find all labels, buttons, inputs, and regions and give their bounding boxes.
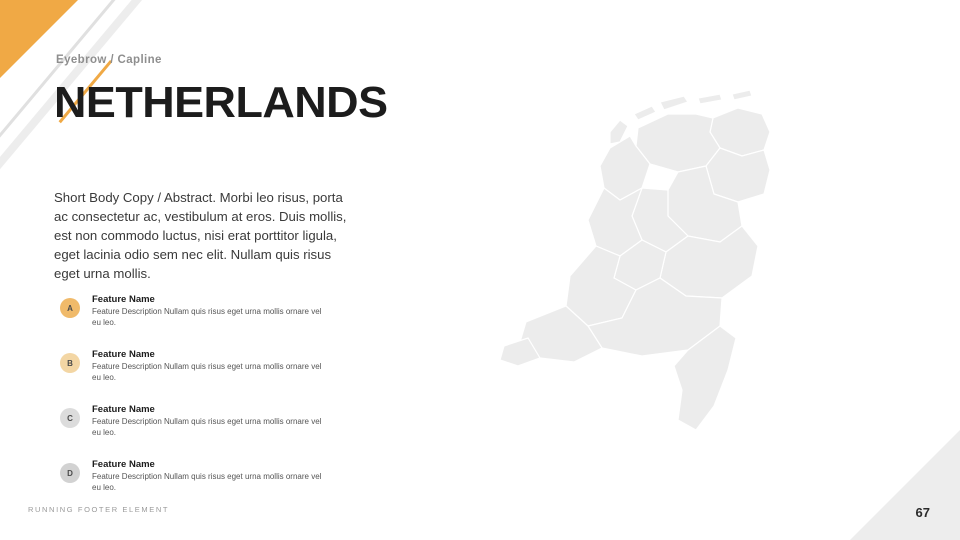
feature-badge-a: A: [60, 298, 80, 318]
map-region-wadden-terschelling: [660, 96, 688, 110]
map-region-drenthe: [706, 148, 770, 202]
list-item: [60, 294, 350, 328]
feature-name: Feature Name: [92, 294, 155, 305]
orange-corner-triangle: [0, 0, 78, 78]
feature-name: Feature Name: [92, 459, 155, 470]
body-copy: Short Body Copy / Abstract. Morbi leo risus, porta ac consectetur ac, vestibulum at eros. Duis mollis, est non commodo luctus, nisi erat porttitor ligula, eget lacinia odio sem nec elit. Nullam quis risus eget urna mollis.: [54, 190, 347, 281]
feature-text-block: [92, 404, 322, 438]
feature-text-block: [92, 459, 322, 493]
list-item: [60, 349, 350, 383]
list-item: [60, 404, 350, 438]
feature-description: Feature Description Nullam quis risus eget urna mollis ornare vel eu leo.: [92, 472, 322, 492]
netherlands-map-svg: [470, 70, 900, 490]
feature-description: Feature Description Nullam quis risus eget urna mollis ornare vel eu leo.: [92, 417, 322, 437]
feature-description: Feature Description Nullam quis risus eget urna mollis ornare vel eu leo.: [92, 307, 322, 327]
map-region-wadden-ameland: [698, 94, 722, 104]
list-item: [60, 459, 350, 493]
map-region-wadden-vlieland: [634, 106, 656, 120]
page-title: NETHERLANDS: [54, 78, 388, 127]
netherlands-map: [470, 70, 900, 490]
feature-badge-b: B: [60, 353, 80, 373]
feature-badge-d: D: [60, 463, 80, 483]
feature-name: Feature Name: [92, 349, 155, 360]
feature-text-block: [92, 349, 322, 383]
page-number: 67: [915, 505, 930, 520]
map-region-wadden-schiermonnikoog: [732, 90, 752, 100]
feature-description: Feature Description Nullam quis risus eget urna mollis ornare vel eu leo.: [92, 362, 322, 382]
eyebrow-capline: Eyebrow / Capline: [56, 54, 162, 66]
feature-text-block: [92, 294, 322, 328]
feature-badge-c: C: [60, 408, 80, 428]
feature-list: [60, 294, 350, 514]
feature-name: Feature Name: [92, 404, 155, 415]
running-footer: RUNNING FOOTER ELEMENT: [28, 505, 170, 514]
